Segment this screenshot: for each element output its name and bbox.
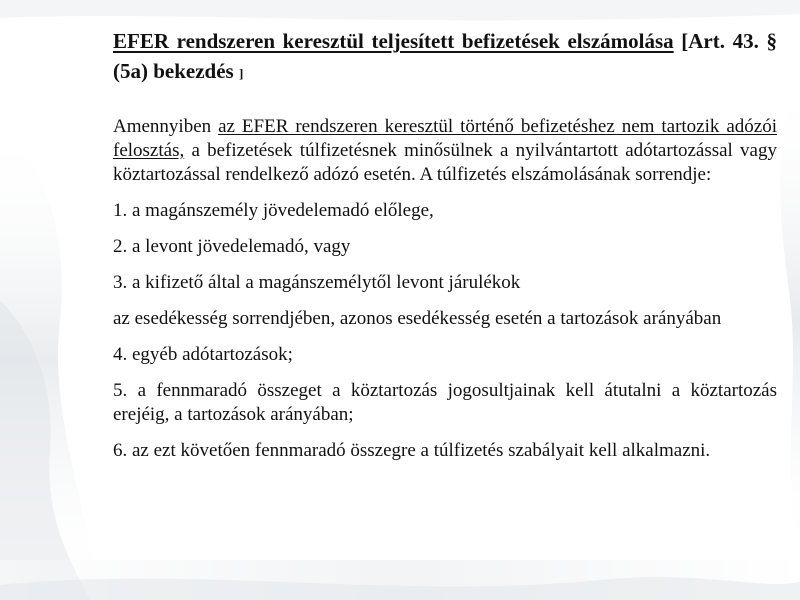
- list-item: 1. a magánszemély jövedelemadó előlege,: [113, 200, 434, 221]
- list-item: 4. egyéb adótartozások;: [113, 344, 293, 365]
- list-item-continuation: az esedékesség sorrendjében, azonos esedékesség esetén a tartozások arányában: [113, 308, 722, 329]
- list-item: 6. az ezt követően fennmaradó összegre a túlfizetés szabályait kell alkalmazni.: [113, 440, 711, 461]
- document-content: [113, 26, 777, 463]
- title-closing-bracket: ]: [238, 66, 244, 81]
- intro-paragraph: [113, 115, 777, 187]
- intro-suffix: a befizetések túlfizetésnek minősülnek a nyilvántartott adótartozással vagy köztartozással rendelkező adózó esetén. A túlfizetés elszámolásának sorrendje:: [113, 140, 777, 185]
- title-underlined-text: EFER rendszeren keresztül teljesített befizetések elszámolása: [113, 29, 674, 53]
- list-item: 2. a levont jövedelemadó, vagy: [113, 236, 351, 257]
- document-title: [113, 26, 777, 89]
- list-item: 3. a kifizető által a magánszemélytől levont járulékok: [113, 272, 521, 293]
- list-item: 5. a fennmaradó összeget a köztartozás jogosultjainak kell átutalni a köztartozás erejéig, a tartozások arányában;: [113, 380, 777, 425]
- title-reference: [Art. 43. § (5a) bekezdés: [113, 29, 777, 83]
- intro-underlined-text: az EFER rendszeren keresztül történő befizetéshez nem tartozik adózói felosztás,: [113, 116, 777, 161]
- intro-prefix: Amennyiben: [113, 116, 219, 137]
